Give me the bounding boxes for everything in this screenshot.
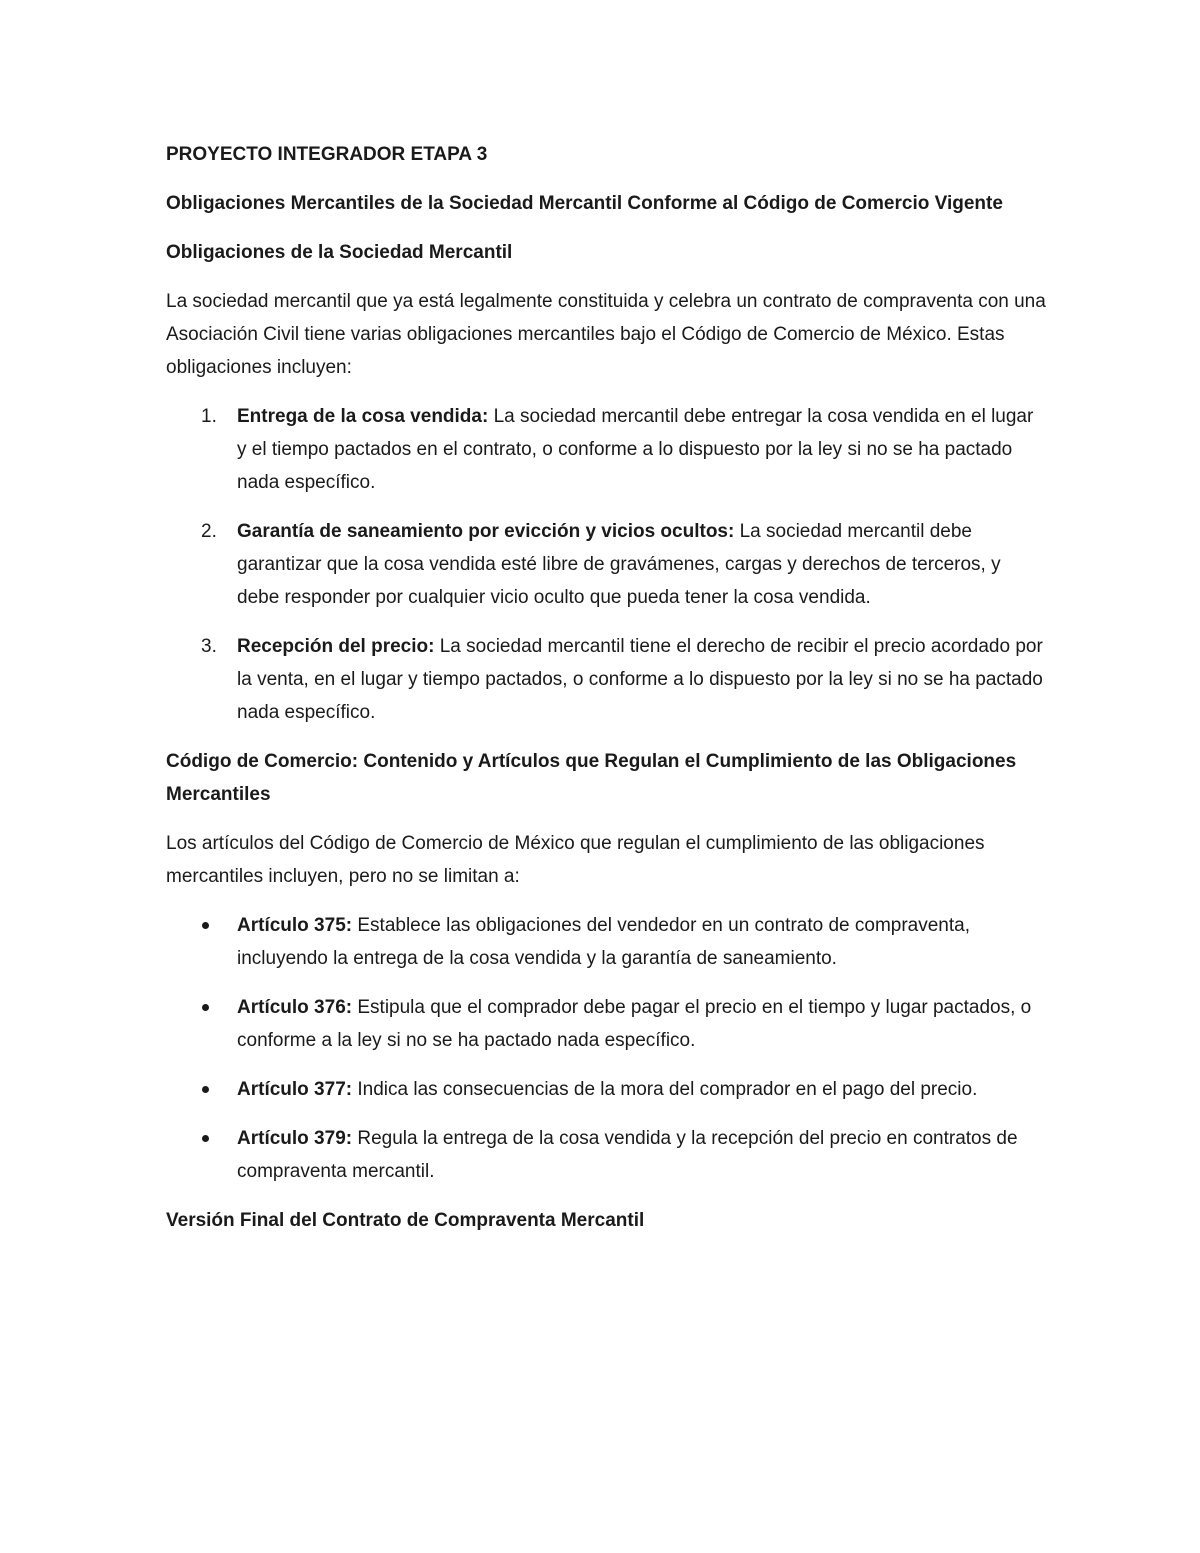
article-item-375 [166, 909, 1046, 975]
article-lead: Artículo 376: [237, 997, 353, 1018]
obligation-lead: Recepción del precio: [237, 636, 435, 657]
intro-paragraph: La sociedad mercantil que ya está legalmente constituida y celebra un contrato de compraventa con una Asociación Civil tiene varias obligaciones mercantiles bajo el Código de Comercio de México. Estas obligaciones incluyen: [166, 291, 1046, 378]
list-number: 2. [201, 521, 217, 542]
bullet-icon [202, 1086, 209, 1093]
list-number: 3. [201, 636, 217, 657]
bullet-icon [202, 922, 209, 929]
list-number: 1. [201, 406, 217, 427]
articles-list [166, 909, 1046, 1188]
document-page [166, 138, 1046, 1253]
article-lead: Artículo 377: [237, 1079, 353, 1100]
obligation-lead: Garantía de saneamiento por evicción y vicios ocultos: [237, 521, 735, 542]
bullet-icon [202, 1004, 209, 1011]
bullet-icon [202, 1135, 209, 1142]
article-text: Establece las obligaciones del vendedor en un contrato de compraventa, incluyendo la entrega de la cosa vendida y la garantía de saneamiento. [237, 915, 970, 969]
document-title: PROYECTO INTEGRADOR ETAPA 3 [166, 144, 488, 165]
article-lead: Artículo 375: [237, 915, 353, 936]
article-text: Indica las consecuencias de la mora del comprador en el pago del precio. [352, 1079, 978, 1100]
obligation-item-2 [166, 515, 1046, 614]
article-item-379 [166, 1122, 1046, 1188]
section-heading-version-final: Versión Final del Contrato de Compraventa Mercantil [166, 1210, 645, 1231]
obligation-text: La sociedad mercantil debe garantizar que la cosa vendida esté libre de gravámenes, cargas y derechos de terceros, y debe responder por cualquier vicio oculto que pueda tener la cosa vendida. [237, 521, 1001, 608]
obligation-item-1 [166, 400, 1046, 499]
article-lead: Artículo 379: [237, 1128, 353, 1149]
articles-intro-paragraph: Los artículos del Código de Comercio de México que regulan el cumplimiento de las obligaciones mercantiles incluyen, pero no se limitan a: [166, 833, 985, 887]
article-item-377 [166, 1073, 1046, 1106]
article-text: Estipula que el comprador debe pagar el precio en el tiempo y lugar pactados, o conforme a la ley si no se ha pactado nada específico. [237, 997, 1032, 1051]
section-heading-obligaciones-mercantiles: Obligaciones Mercantiles de la Sociedad Mercantil Conforme al Código de Comercio Vigente [166, 193, 1003, 214]
obligation-text: La sociedad mercantil debe entregar la cosa vendida en el lugar y el tiempo pactados en el contrato, o conforme a lo dispuesto por la ley si no se ha pactado nada específico. [237, 406, 1034, 493]
obligation-item-3 [166, 630, 1046, 729]
obligation-lead: Entrega de la cosa vendida: [237, 406, 489, 427]
article-text: Regula la entrega de la cosa vendida y la recepción del precio en contratos de compraventa mercantil. [237, 1128, 1018, 1182]
obligations-list [166, 400, 1046, 729]
section-heading-codigo-comercio: Código de Comercio: Contenido y Artículos que Regulan el Cumplimiento de las Obligaciones Mercantiles [166, 751, 1017, 805]
section-heading-obligaciones-sociedad: Obligaciones de la Sociedad Mercantil [166, 242, 513, 263]
article-item-376 [166, 991, 1046, 1057]
obligation-text: La sociedad mercantil tiene el derecho de recibir el precio acordado por la venta, en el lugar y tiempo pactados, o conforme a lo dispuesto por la ley si no se ha pactado nada específico. [237, 636, 1043, 723]
